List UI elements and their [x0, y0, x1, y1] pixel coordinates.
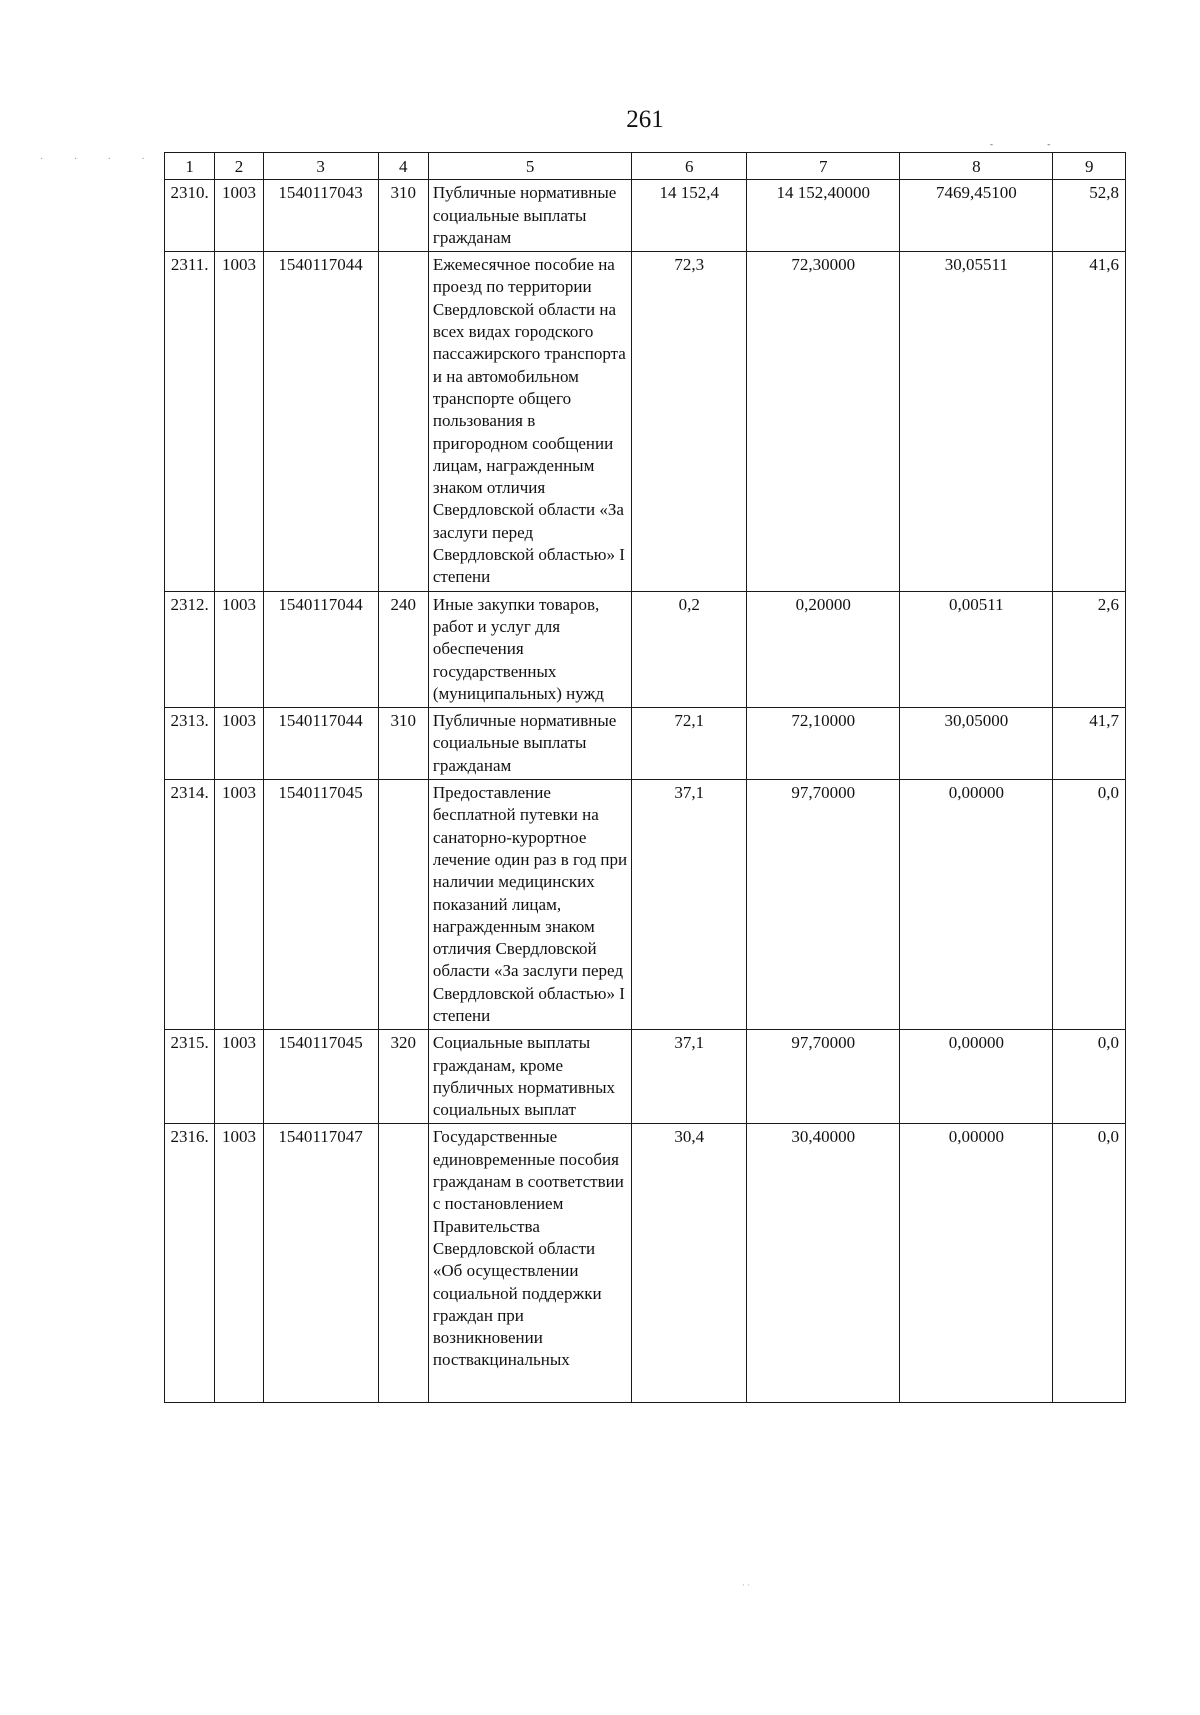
target-code-cell: 1540117043 — [263, 180, 378, 252]
row-number-cell: 2316. — [165, 1124, 215, 1403]
table-header-row — [165, 153, 1126, 180]
table-row — [165, 180, 1126, 252]
column-header: 2 — [215, 153, 263, 180]
column-header: 6 — [632, 153, 747, 180]
column-header: 5 — [428, 153, 631, 180]
item-name-cell: Иные закупки товаров, работ и услуг для обеспечения государственных (муниципальных) нужд — [428, 591, 631, 707]
executed-amount-cell: 30,05000 — [900, 708, 1053, 780]
column-header: 8 — [900, 153, 1053, 180]
section-code-cell: 1003 — [215, 252, 263, 591]
expense-type-cell — [378, 252, 428, 591]
budget-table — [164, 152, 1126, 1403]
approved-amount-cell: 97,70000 — [747, 1030, 900, 1124]
percent-cell: 0,0 — [1053, 1030, 1126, 1124]
executed-amount-cell: 0,00000 — [900, 780, 1053, 1030]
table-row — [165, 252, 1126, 591]
executed-amount-cell: 0,00000 — [900, 1030, 1053, 1124]
section-code-cell: 1003 — [215, 180, 263, 252]
table-row — [165, 708, 1126, 780]
table-row — [165, 1030, 1126, 1124]
column-header: 9 — [1053, 153, 1126, 180]
approved-amount-cell: 30,40000 — [747, 1124, 900, 1403]
planned-amount-cell: 14 152,4 — [632, 180, 747, 252]
target-code-cell: 1540117044 — [263, 252, 378, 591]
planned-amount-cell: 30,4 — [632, 1124, 747, 1403]
column-header: 4 — [378, 153, 428, 180]
approved-amount-cell: 72,30000 — [747, 252, 900, 591]
table-row — [165, 591, 1126, 707]
item-name-cell: Публичные нормативные социальные выплаты гражданам — [428, 180, 631, 252]
executed-amount-cell: 30,05511 — [900, 252, 1053, 591]
item-name-cell: Ежемесячное пособие на проезд по территории Свердловской области на всех видах городского пассажирского транспорта и на автомобильном транспорте общего пользования в пригородном сообщении лицам, награжденным знаком отличия Свердловской области «За заслуги перед Свердловской областью» I степени — [428, 252, 631, 591]
scan-top-ticks: - - — [990, 139, 1077, 149]
section-code-cell: 1003 — [215, 591, 263, 707]
percent-cell: 2,6 — [1053, 591, 1126, 707]
percent-cell: 0,0 — [1053, 780, 1126, 1030]
table-row — [165, 780, 1126, 1030]
approved-amount-cell: 0,20000 — [747, 591, 900, 707]
section-code-cell: 1003 — [215, 1124, 263, 1403]
planned-amount-cell: 72,1 — [632, 708, 747, 780]
row-number-cell: 2312. — [165, 591, 215, 707]
column-header: 1 — [165, 153, 215, 180]
target-code-cell: 1540117045 — [263, 1030, 378, 1124]
item-name-cell: Государственные единовременные пособия гражданам в соответствии с постановлением Правительства Свердловской области «Об осуществлении социальной поддержки граждан при возникновении поствакцинальных — [428, 1124, 631, 1403]
target-code-cell: 1540117044 — [263, 591, 378, 707]
expense-type-cell: 310 — [378, 708, 428, 780]
percent-cell: 0,0 — [1053, 1124, 1126, 1403]
expense-type-cell: 240 — [378, 591, 428, 707]
target-code-cell: 1540117044 — [263, 708, 378, 780]
approved-amount-cell: 72,10000 — [747, 708, 900, 780]
executed-amount-cell: 0,00511 — [900, 591, 1053, 707]
row-number-cell: 2310. — [165, 180, 215, 252]
page-number: 261 — [626, 106, 664, 133]
expense-type-cell: 320 — [378, 1030, 428, 1124]
executed-amount-cell: 7469,45100 — [900, 180, 1053, 252]
section-code-cell: 1003 — [215, 780, 263, 1030]
row-number-cell: 2315. — [165, 1030, 215, 1124]
executed-amount-cell: 0,00000 — [900, 1124, 1053, 1403]
item-name-cell: Предоставление бесплатной путевки на санаторно-курортное лечение один раз в год при наличии медицинских показаний лицам, награжденным знаком отличия Свердловской области «За заслуги перед Свердловской областью» I степени — [428, 780, 631, 1030]
planned-amount-cell: 37,1 — [632, 1030, 747, 1124]
percent-cell: 41,7 — [1053, 708, 1126, 780]
expense-type-cell — [378, 780, 428, 1030]
planned-amount-cell: 0,2 — [632, 591, 747, 707]
approved-amount-cell: 97,70000 — [747, 780, 900, 1030]
planned-amount-cell: 37,1 — [632, 780, 747, 1030]
row-number-cell: 2311. — [165, 252, 215, 591]
section-code-cell: 1003 — [215, 1030, 263, 1124]
table-row — [165, 1124, 1126, 1403]
approved-amount-cell: 14 152,40000 — [747, 180, 900, 252]
scan-noise-marks: · · · · — [40, 154, 159, 165]
column-header: 7 — [747, 153, 900, 180]
planned-amount-cell: 72,3 — [632, 252, 747, 591]
item-name-cell: Социальные выплаты гражданам, кроме публичных нормативных социальных выплат — [428, 1030, 631, 1124]
percent-cell: 52,8 — [1053, 180, 1126, 252]
section-code-cell: 1003 — [215, 708, 263, 780]
column-header: 3 — [263, 153, 378, 180]
row-number-cell: 2314. — [165, 780, 215, 1030]
percent-cell: 41,6 — [1053, 252, 1126, 591]
target-code-cell: 1540117045 — [263, 780, 378, 1030]
row-number-cell: 2313. — [165, 708, 215, 780]
scan-bottom-marks: · · — [742, 1580, 751, 1590]
expense-type-cell: 310 — [378, 180, 428, 252]
expense-type-cell — [378, 1124, 428, 1403]
target-code-cell: 1540117047 — [263, 1124, 378, 1403]
item-name-cell: Публичные нормативные социальные выплаты гражданам — [428, 708, 631, 780]
